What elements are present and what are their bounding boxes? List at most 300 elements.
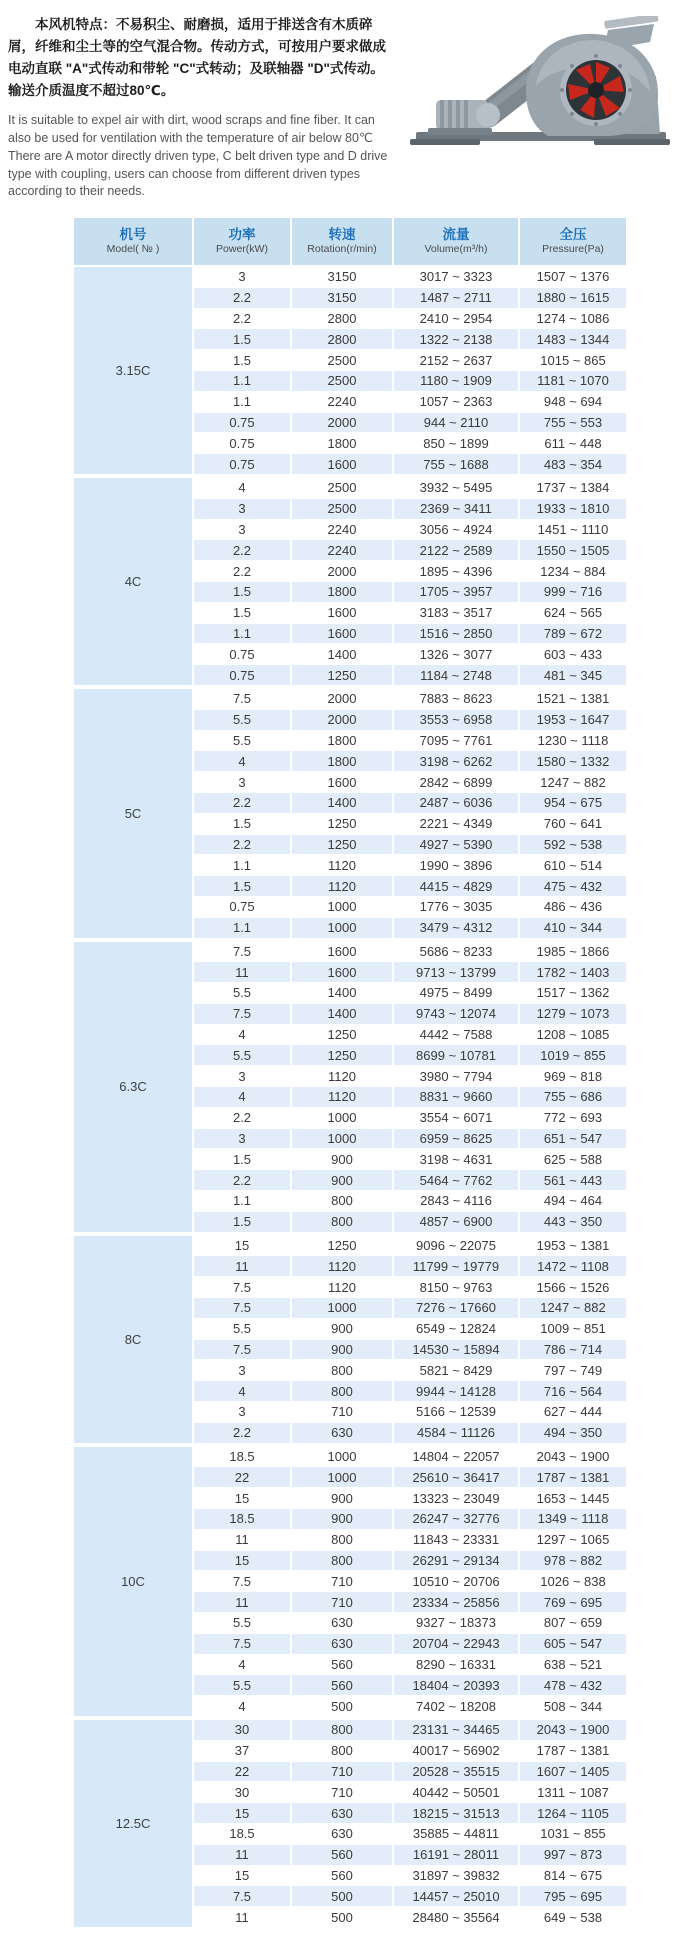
table-cell-pressure: 1234 ~ 884: [520, 561, 626, 581]
table-cell-volume: 1990 ~ 3896: [394, 855, 518, 875]
table-cell-pressure: 603 ~ 433: [520, 644, 626, 664]
table-cell-pressure: 760 ~ 641: [520, 814, 626, 834]
table-cell-power: 5.5: [194, 1675, 290, 1695]
table-cell-power: 3: [194, 499, 290, 519]
table-cell-pressure: 1787 ~ 1381: [520, 1467, 626, 1487]
table-cell-pressure: 1349 ~ 1118: [520, 1509, 626, 1529]
table-cell-power: 5.5: [194, 1613, 290, 1633]
table-cell-power: 7.5: [194, 1886, 290, 1906]
table-cell-volume: 2122 ~ 2589: [394, 540, 518, 560]
table-cell-power: 3: [194, 267, 290, 287]
table-cell-rotation: 710: [292, 1402, 392, 1422]
table-cell-rotation: 1250: [292, 1025, 392, 1045]
model-group-12.5C: [74, 1720, 626, 1927]
table-cell-volume: 9327 ~ 18373: [394, 1613, 518, 1633]
table-cell-rotation: 900: [292, 1170, 392, 1190]
table-cell-volume: 5821 ~ 8429: [394, 1360, 518, 1380]
table-cell-volume: 1326 ~ 3077: [394, 644, 518, 664]
table-cell-power: 1.1: [194, 1191, 290, 1211]
table-cell-pressure: 1311 ~ 1087: [520, 1782, 626, 1802]
table-cell-power: 1.1: [194, 371, 290, 391]
table-cell-power: 2.2: [194, 793, 290, 813]
table-cell-pressure: 1009 ~ 851: [520, 1319, 626, 1339]
table-cell-rotation: 2500: [292, 371, 392, 391]
table-cell-pressure: 443 ~ 350: [520, 1212, 626, 1232]
table-cell-volume: 1776 ~ 3035: [394, 897, 518, 917]
table-cell-rotation: 1000: [292, 1447, 392, 1467]
table-cell-rotation: 3150: [292, 288, 392, 308]
table-cell-pressure: 1507 ~ 1376: [520, 267, 626, 287]
table-cell-pressure: 561 ~ 443: [520, 1170, 626, 1190]
table-cell-volume: 4584 ~ 11126: [394, 1423, 518, 1443]
header-pressure: [520, 218, 626, 265]
model-group-8C: [74, 1236, 626, 1443]
table-cell-pressure: 1230 ~ 1118: [520, 731, 626, 751]
table-cell-rotation: 800: [292, 1191, 392, 1211]
table-cell-pressure: 638 ~ 521: [520, 1655, 626, 1675]
table-cell-rotation: 560: [292, 1845, 392, 1865]
table-cell-pressure: 1181 ~ 1070: [520, 371, 626, 391]
model-label: 3.15C: [74, 267, 192, 474]
table-cell-volume: 2843 ~ 4116: [394, 1191, 518, 1211]
table-cell-pressure: 978 ~ 882: [520, 1551, 626, 1571]
table-cell-pressure: 1782 ~ 1403: [520, 962, 626, 982]
table-cell-rotation: 1800: [292, 433, 392, 453]
table-cell-power: 11: [194, 1256, 290, 1276]
table-cell-power: 18.5: [194, 1509, 290, 1529]
model-label: 5C: [74, 689, 192, 938]
header-model: [74, 218, 192, 265]
table-cell-volume: 1487 ~ 2711: [394, 288, 518, 308]
table-cell-rotation: 500: [292, 1907, 392, 1927]
table-cell-volume: 4442 ~ 7588: [394, 1025, 518, 1045]
table-cell-volume: 1057 ~ 2363: [394, 392, 518, 412]
table-cell-power: 3: [194, 1402, 290, 1422]
table-cell-rotation: 1250: [292, 665, 392, 685]
table-cell-power: 11: [194, 1530, 290, 1550]
table-cell-pressure: 1274 ~ 1086: [520, 309, 626, 329]
table-cell-rotation: 2000: [292, 413, 392, 433]
table-cell-volume: 5464 ~ 7762: [394, 1170, 518, 1190]
table-cell-power: 7.5: [194, 1004, 290, 1024]
table-cell-volume: 23334 ~ 25856: [394, 1592, 518, 1612]
table-cell-power: 3: [194, 1066, 290, 1086]
table-cell-rotation: 1400: [292, 983, 392, 1003]
table-cell-volume: 26291 ~ 29134: [394, 1551, 518, 1571]
table-cell-power: 0.75: [194, 644, 290, 664]
table-cell-volume: 1516 ~ 2850: [394, 624, 518, 644]
table-cell-pressure: 789 ~ 672: [520, 624, 626, 644]
table-cell-pressure: 1787 ~ 1381: [520, 1741, 626, 1761]
table-cell-volume: 850 ~ 1899: [394, 433, 518, 453]
table-cell-pressure: 1208 ~ 1085: [520, 1025, 626, 1045]
table-cell-volume: 23131 ~ 34465: [394, 1720, 518, 1740]
table-cell-volume: 25610 ~ 36417: [394, 1467, 518, 1487]
table-cell-volume: 3932 ~ 5495: [394, 478, 518, 498]
table-cell-power: 5.5: [194, 710, 290, 730]
table-cell-pressure: 627 ~ 444: [520, 1402, 626, 1422]
table-cell-volume: 755 ~ 1688: [394, 454, 518, 474]
table-cell-volume: 13323 ~ 23049: [394, 1488, 518, 1508]
table-cell-power: 15: [194, 1551, 290, 1571]
table-cell-power: 1.5: [194, 603, 290, 623]
table-cell-pressure: 769 ~ 695: [520, 1592, 626, 1612]
table-cell-volume: 3553 ~ 6958: [394, 710, 518, 730]
table-cell-pressure: 651 ~ 547: [520, 1129, 626, 1149]
table-cell-rotation: 2000: [292, 710, 392, 730]
table-cell-power: 1.1: [194, 624, 290, 644]
table-cell-pressure: 772 ~ 693: [520, 1108, 626, 1128]
table-cell-rotation: 1600: [292, 454, 392, 474]
table-cell-power: 3: [194, 772, 290, 792]
table-cell-power: 7.5: [194, 1340, 290, 1360]
table-cell-volume: 1895 ~ 4396: [394, 561, 518, 581]
table-cell-volume: 2487 ~ 6036: [394, 793, 518, 813]
table-cell-rotation: 1600: [292, 624, 392, 644]
table-cell-power: 11: [194, 1845, 290, 1865]
table-cell-rotation: 630: [292, 1803, 392, 1823]
table-cell-rotation: 900: [292, 1340, 392, 1360]
table-cell-rotation: 560: [292, 1655, 392, 1675]
table-cell-rotation: 2000: [292, 689, 392, 709]
table-cell-volume: 2221 ~ 4349: [394, 814, 518, 834]
table-cell-volume: 20704 ~ 22943: [394, 1634, 518, 1654]
table-cell-power: 1.5: [194, 350, 290, 370]
table-cell-rotation: 1250: [292, 835, 392, 855]
header-power-en: Power(kW): [216, 243, 268, 256]
table-cell-power: 22: [194, 1467, 290, 1487]
table-cell-volume: 28480 ~ 35564: [394, 1907, 518, 1927]
table-cell-power: 1.5: [194, 1149, 290, 1169]
centrifugal-fan-image: [398, 16, 698, 148]
table-cell-volume: 4927 ~ 5390: [394, 835, 518, 855]
table-cell-pressure: 611 ~ 448: [520, 433, 626, 453]
table-cell-pressure: 997 ~ 873: [520, 1845, 626, 1865]
table-cell-rotation: 1400: [292, 1004, 392, 1024]
table-cell-volume: 8150 ~ 9763: [394, 1277, 518, 1297]
table-cell-power: 2.2: [194, 288, 290, 308]
table-cell-rotation: 630: [292, 1423, 392, 1443]
table-cell-rotation: 630: [292, 1824, 392, 1844]
table-cell-pressure: 1521 ~ 1381: [520, 689, 626, 709]
table-cell-pressure: 1737 ~ 1384: [520, 478, 626, 498]
table-cell-volume: 3017 ~ 3323: [394, 267, 518, 287]
table-cell-power: 4: [194, 1025, 290, 1045]
table-cell-rotation: 1120: [292, 855, 392, 875]
table-cell-volume: 18215 ~ 31513: [394, 1803, 518, 1823]
table-cell-pressure: 1247 ~ 882: [520, 1298, 626, 1318]
table-cell-volume: 3183 ~ 3517: [394, 603, 518, 623]
table-cell-rotation: 710: [292, 1571, 392, 1591]
table-cell-volume: 3554 ~ 6071: [394, 1108, 518, 1128]
table-cell-power: 1.1: [194, 392, 290, 412]
table-cell-volume: 4857 ~ 6900: [394, 1212, 518, 1232]
spec-table-body: [74, 267, 626, 1927]
table-cell-rotation: 2240: [292, 520, 392, 540]
table-cell-power: 1.5: [194, 1212, 290, 1232]
table-cell-power: 11: [194, 1907, 290, 1927]
table-cell-pressure: 605 ~ 547: [520, 1634, 626, 1654]
table-cell-rotation: 2000: [292, 561, 392, 581]
table-cell-rotation: 1000: [292, 1108, 392, 1128]
table-cell-volume: 9096 ~ 22075: [394, 1236, 518, 1256]
table-cell-power: 22: [194, 1762, 290, 1782]
table-cell-pressure: 1985 ~ 1866: [520, 942, 626, 962]
model-group-4C: [74, 478, 626, 685]
table-cell-rotation: 1600: [292, 603, 392, 623]
table-cell-pressure: 755 ~ 553: [520, 413, 626, 433]
table-cell-pressure: 807 ~ 659: [520, 1613, 626, 1633]
table-cell-pressure: 624 ~ 565: [520, 603, 626, 623]
table-cell-power: 2.2: [194, 1108, 290, 1128]
table-cell-pressure: 1247 ~ 882: [520, 772, 626, 792]
table-cell-rotation: 2500: [292, 478, 392, 498]
table-cell-volume: 5686 ~ 8233: [394, 942, 518, 962]
table-cell-power: 15: [194, 1488, 290, 1508]
table-cell-power: 15: [194, 1236, 290, 1256]
table-cell-rotation: 630: [292, 1613, 392, 1633]
table-cell-pressure: 494 ~ 464: [520, 1191, 626, 1211]
table-cell-power: 2.2: [194, 309, 290, 329]
table-cell-pressure: 1953 ~ 1381: [520, 1236, 626, 1256]
table-cell-pressure: 1880 ~ 1615: [520, 288, 626, 308]
table-cell-pressure: 1026 ~ 838: [520, 1571, 626, 1591]
table-cell-rotation: 800: [292, 1741, 392, 1761]
table-cell-pressure: 1019 ~ 855: [520, 1045, 626, 1065]
table-cell-rotation: 1120: [292, 1277, 392, 1297]
table-cell-power: 11: [194, 1592, 290, 1612]
table-cell-power: 1.5: [194, 582, 290, 602]
table-cell-power: 1.1: [194, 855, 290, 875]
table-cell-power: 0.75: [194, 454, 290, 474]
table-cell-volume: 7276 ~ 17660: [394, 1298, 518, 1318]
table-cell-power: 1.1: [194, 918, 290, 938]
table-cell-volume: 1705 ~ 3957: [394, 582, 518, 602]
model-label: 12.5C: [74, 1720, 192, 1927]
table-cell-rotation: 500: [292, 1886, 392, 1906]
table-cell-pressure: 795 ~ 695: [520, 1886, 626, 1906]
table-cell-rotation: 2240: [292, 392, 392, 412]
table-cell-pressure: 494 ~ 350: [520, 1423, 626, 1443]
table-cell-power: 4: [194, 1087, 290, 1107]
table-cell-rotation: 800: [292, 1551, 392, 1571]
table-cell-rotation: 800: [292, 1381, 392, 1401]
table-cell-volume: 35885 ~ 44811: [394, 1824, 518, 1844]
model-label: 6.3C: [74, 942, 192, 1232]
table-cell-volume: 9944 ~ 14128: [394, 1381, 518, 1401]
model-label: 4C: [74, 478, 192, 685]
table-cell-rotation: 1800: [292, 731, 392, 751]
table-cell-pressure: 486 ~ 436: [520, 897, 626, 917]
table-cell-rotation: 3150: [292, 267, 392, 287]
table-cell-power: 2.2: [194, 1170, 290, 1190]
table-cell-rotation: 900: [292, 1488, 392, 1508]
table-cell-rotation: 1250: [292, 1236, 392, 1256]
table-cell-pressure: 481 ~ 345: [520, 665, 626, 685]
table-cell-power: 4: [194, 1696, 290, 1716]
table-cell-volume: 944 ~ 2110: [394, 413, 518, 433]
table-cell-rotation: 1120: [292, 1087, 392, 1107]
table-cell-pressure: 1580 ~ 1332: [520, 751, 626, 771]
table-cell-volume: 2152 ~ 2637: [394, 350, 518, 370]
table-cell-pressure: 592 ~ 538: [520, 835, 626, 855]
table-cell-volume: 1184 ~ 2748: [394, 665, 518, 685]
table-cell-rotation: 1000: [292, 918, 392, 938]
table-cell-power: 7.5: [194, 1634, 290, 1654]
table-cell-pressure: 1279 ~ 1073: [520, 1004, 626, 1024]
table-cell-power: 5.5: [194, 731, 290, 751]
table-cell-power: 4: [194, 478, 290, 498]
table-cell-volume: 26247 ~ 32776: [394, 1509, 518, 1529]
table-cell-power: 5.5: [194, 983, 290, 1003]
table-cell-rotation: 1800: [292, 751, 392, 771]
header-volume-en: Volume(m³/h): [424, 243, 488, 256]
table-cell-power: 11: [194, 962, 290, 982]
table-cell-pressure: 649 ~ 538: [520, 1907, 626, 1927]
header-model-en: Model( № ): [106, 243, 160, 256]
table-cell-rotation: 1800: [292, 582, 392, 602]
table-cell-pressure: 716 ~ 564: [520, 1381, 626, 1401]
table-cell-rotation: 2500: [292, 350, 392, 370]
table-cell-power: 30: [194, 1720, 290, 1740]
header-pressure-en: Pressure(Pa): [542, 243, 604, 256]
table-cell-pressure: 475 ~ 432: [520, 876, 626, 896]
model-group-5C: [74, 689, 626, 938]
table-cell-rotation: 1000: [292, 1467, 392, 1487]
table-cell-volume: 40017 ~ 56902: [394, 1741, 518, 1761]
table-cell-volume: 4415 ~ 4829: [394, 876, 518, 896]
table-cell-rotation: 1400: [292, 793, 392, 813]
table-cell-rotation: 2240: [292, 540, 392, 560]
spec-table-header: [74, 218, 626, 265]
table-cell-rotation: 1400: [292, 644, 392, 664]
table-cell-rotation: 1600: [292, 962, 392, 982]
table-cell-rotation: 900: [292, 1149, 392, 1169]
table-cell-rotation: 900: [292, 1319, 392, 1339]
table-cell-rotation: 1250: [292, 814, 392, 834]
table-cell-volume: 8831 ~ 9660: [394, 1087, 518, 1107]
table-cell-pressure: 1517 ~ 1362: [520, 983, 626, 1003]
table-cell-power: 0.75: [194, 433, 290, 453]
table-cell-volume: 20528 ~ 35515: [394, 1762, 518, 1782]
table-cell-rotation: 800: [292, 1360, 392, 1380]
table-cell-rotation: 560: [292, 1675, 392, 1695]
table-cell-power: 7.5: [194, 1298, 290, 1318]
table-cell-power: 15: [194, 1803, 290, 1823]
table-cell-power: 0.75: [194, 897, 290, 917]
table-cell-pressure: 999 ~ 716: [520, 582, 626, 602]
table-cell-rotation: 1600: [292, 942, 392, 962]
model-label: 10C: [74, 1447, 192, 1716]
table-cell-volume: 8290 ~ 16331: [394, 1655, 518, 1675]
table-cell-volume: 11843 ~ 23331: [394, 1530, 518, 1550]
table-cell-pressure: 1297 ~ 1065: [520, 1530, 626, 1550]
table-cell-power: 15: [194, 1866, 290, 1886]
table-cell-pressure: 1566 ~ 1526: [520, 1277, 626, 1297]
fan-spec-table: [74, 218, 626, 1927]
table-cell-power: 5.5: [194, 1045, 290, 1065]
table-cell-pressure: 410 ~ 344: [520, 918, 626, 938]
table-cell-volume: 18404 ~ 20393: [394, 1675, 518, 1695]
table-cell-pressure: 954 ~ 675: [520, 793, 626, 813]
model-group-3.15C: [74, 267, 626, 474]
table-cell-pressure: 786 ~ 714: [520, 1340, 626, 1360]
table-cell-power: 18.5: [194, 1447, 290, 1467]
header-volume: [394, 218, 518, 265]
table-cell-volume: 9713 ~ 13799: [394, 962, 518, 982]
table-cell-rotation: 2800: [292, 329, 392, 349]
table-cell-pressure: 1933 ~ 1810: [520, 499, 626, 519]
table-cell-pressure: 1031 ~ 855: [520, 1824, 626, 1844]
header-rotation-en: Rotation(r/min): [307, 243, 377, 256]
table-cell-power: 3: [194, 1129, 290, 1149]
table-cell-pressure: 1472 ~ 1108: [520, 1256, 626, 1276]
table-cell-pressure: 2043 ~ 1900: [520, 1720, 626, 1740]
table-cell-pressure: 625 ~ 588: [520, 1149, 626, 1169]
table-cell-power: 1.5: [194, 814, 290, 834]
table-cell-power: 2.2: [194, 540, 290, 560]
table-cell-rotation: 2500: [292, 499, 392, 519]
table-cell-volume: 40442 ~ 50501: [394, 1782, 518, 1802]
table-cell-volume: 2369 ~ 3411: [394, 499, 518, 519]
table-cell-power: 7.5: [194, 942, 290, 962]
table-cell-rotation: 1000: [292, 897, 392, 917]
table-cell-volume: 9743 ~ 12074: [394, 1004, 518, 1024]
model-group-10C: [74, 1447, 626, 1716]
table-cell-volume: 11799 ~ 19779: [394, 1256, 518, 1276]
header-model-cn: 机号: [119, 226, 147, 242]
table-cell-pressure: 508 ~ 344: [520, 1696, 626, 1716]
intro-paragraph-chinese: 本风机特点：不易积尘、耐磨损，适用于排送含有木质碎屑，纤维和尘土等的空气混合物。传动方式，可按用户要求做成电动直联 "A"式传动和带轮 "C"式转动；及联轴器 "D"式传动。输送介质温度不超过80℃。: [8, 17, 386, 98]
table-cell-rotation: 1600: [292, 772, 392, 792]
table-cell-rotation: 710: [292, 1762, 392, 1782]
table-cell-pressure: 755 ~ 686: [520, 1087, 626, 1107]
table-cell-rotation: 710: [292, 1592, 392, 1612]
table-cell-volume: 1180 ~ 1909: [394, 371, 518, 391]
table-cell-power: 7.5: [194, 1571, 290, 1591]
table-cell-pressure: 1264 ~ 1105: [520, 1803, 626, 1823]
table-cell-rotation: 1250: [292, 1045, 392, 1065]
header-rotation: [292, 218, 392, 265]
table-cell-power: 3: [194, 520, 290, 540]
table-cell-pressure: 797 ~ 749: [520, 1360, 626, 1380]
table-cell-rotation: 1000: [292, 1129, 392, 1149]
table-cell-rotation: 1000: [292, 1298, 392, 1318]
table-cell-volume: 5166 ~ 12539: [394, 1402, 518, 1422]
table-cell-volume: 16191 ~ 28011: [394, 1845, 518, 1865]
table-cell-power: 2.2: [194, 1423, 290, 1443]
table-cell-volume: 3198 ~ 6262: [394, 751, 518, 771]
table-cell-power: 1.5: [194, 876, 290, 896]
table-cell-power: 4: [194, 1381, 290, 1401]
table-cell-power: 0.75: [194, 413, 290, 433]
table-cell-pressure: 1607 ~ 1405: [520, 1762, 626, 1782]
table-cell-power: 5.5: [194, 1319, 290, 1339]
table-cell-power: 2.2: [194, 835, 290, 855]
table-cell-volume: 6549 ~ 12824: [394, 1319, 518, 1339]
table-cell-volume: 2410 ~ 2954: [394, 309, 518, 329]
table-cell-power: 2.2: [194, 561, 290, 581]
table-cell-pressure: 2043 ~ 1900: [520, 1447, 626, 1467]
table-cell-rotation: 800: [292, 1530, 392, 1550]
table-cell-rotation: 1120: [292, 1066, 392, 1086]
table-cell-rotation: 800: [292, 1720, 392, 1740]
table-cell-rotation: 630: [292, 1634, 392, 1654]
table-cell-pressure: 610 ~ 514: [520, 855, 626, 875]
table-cell-rotation: 560: [292, 1866, 392, 1886]
table-cell-power: 18.5: [194, 1824, 290, 1844]
table-cell-pressure: 1015 ~ 865: [520, 350, 626, 370]
